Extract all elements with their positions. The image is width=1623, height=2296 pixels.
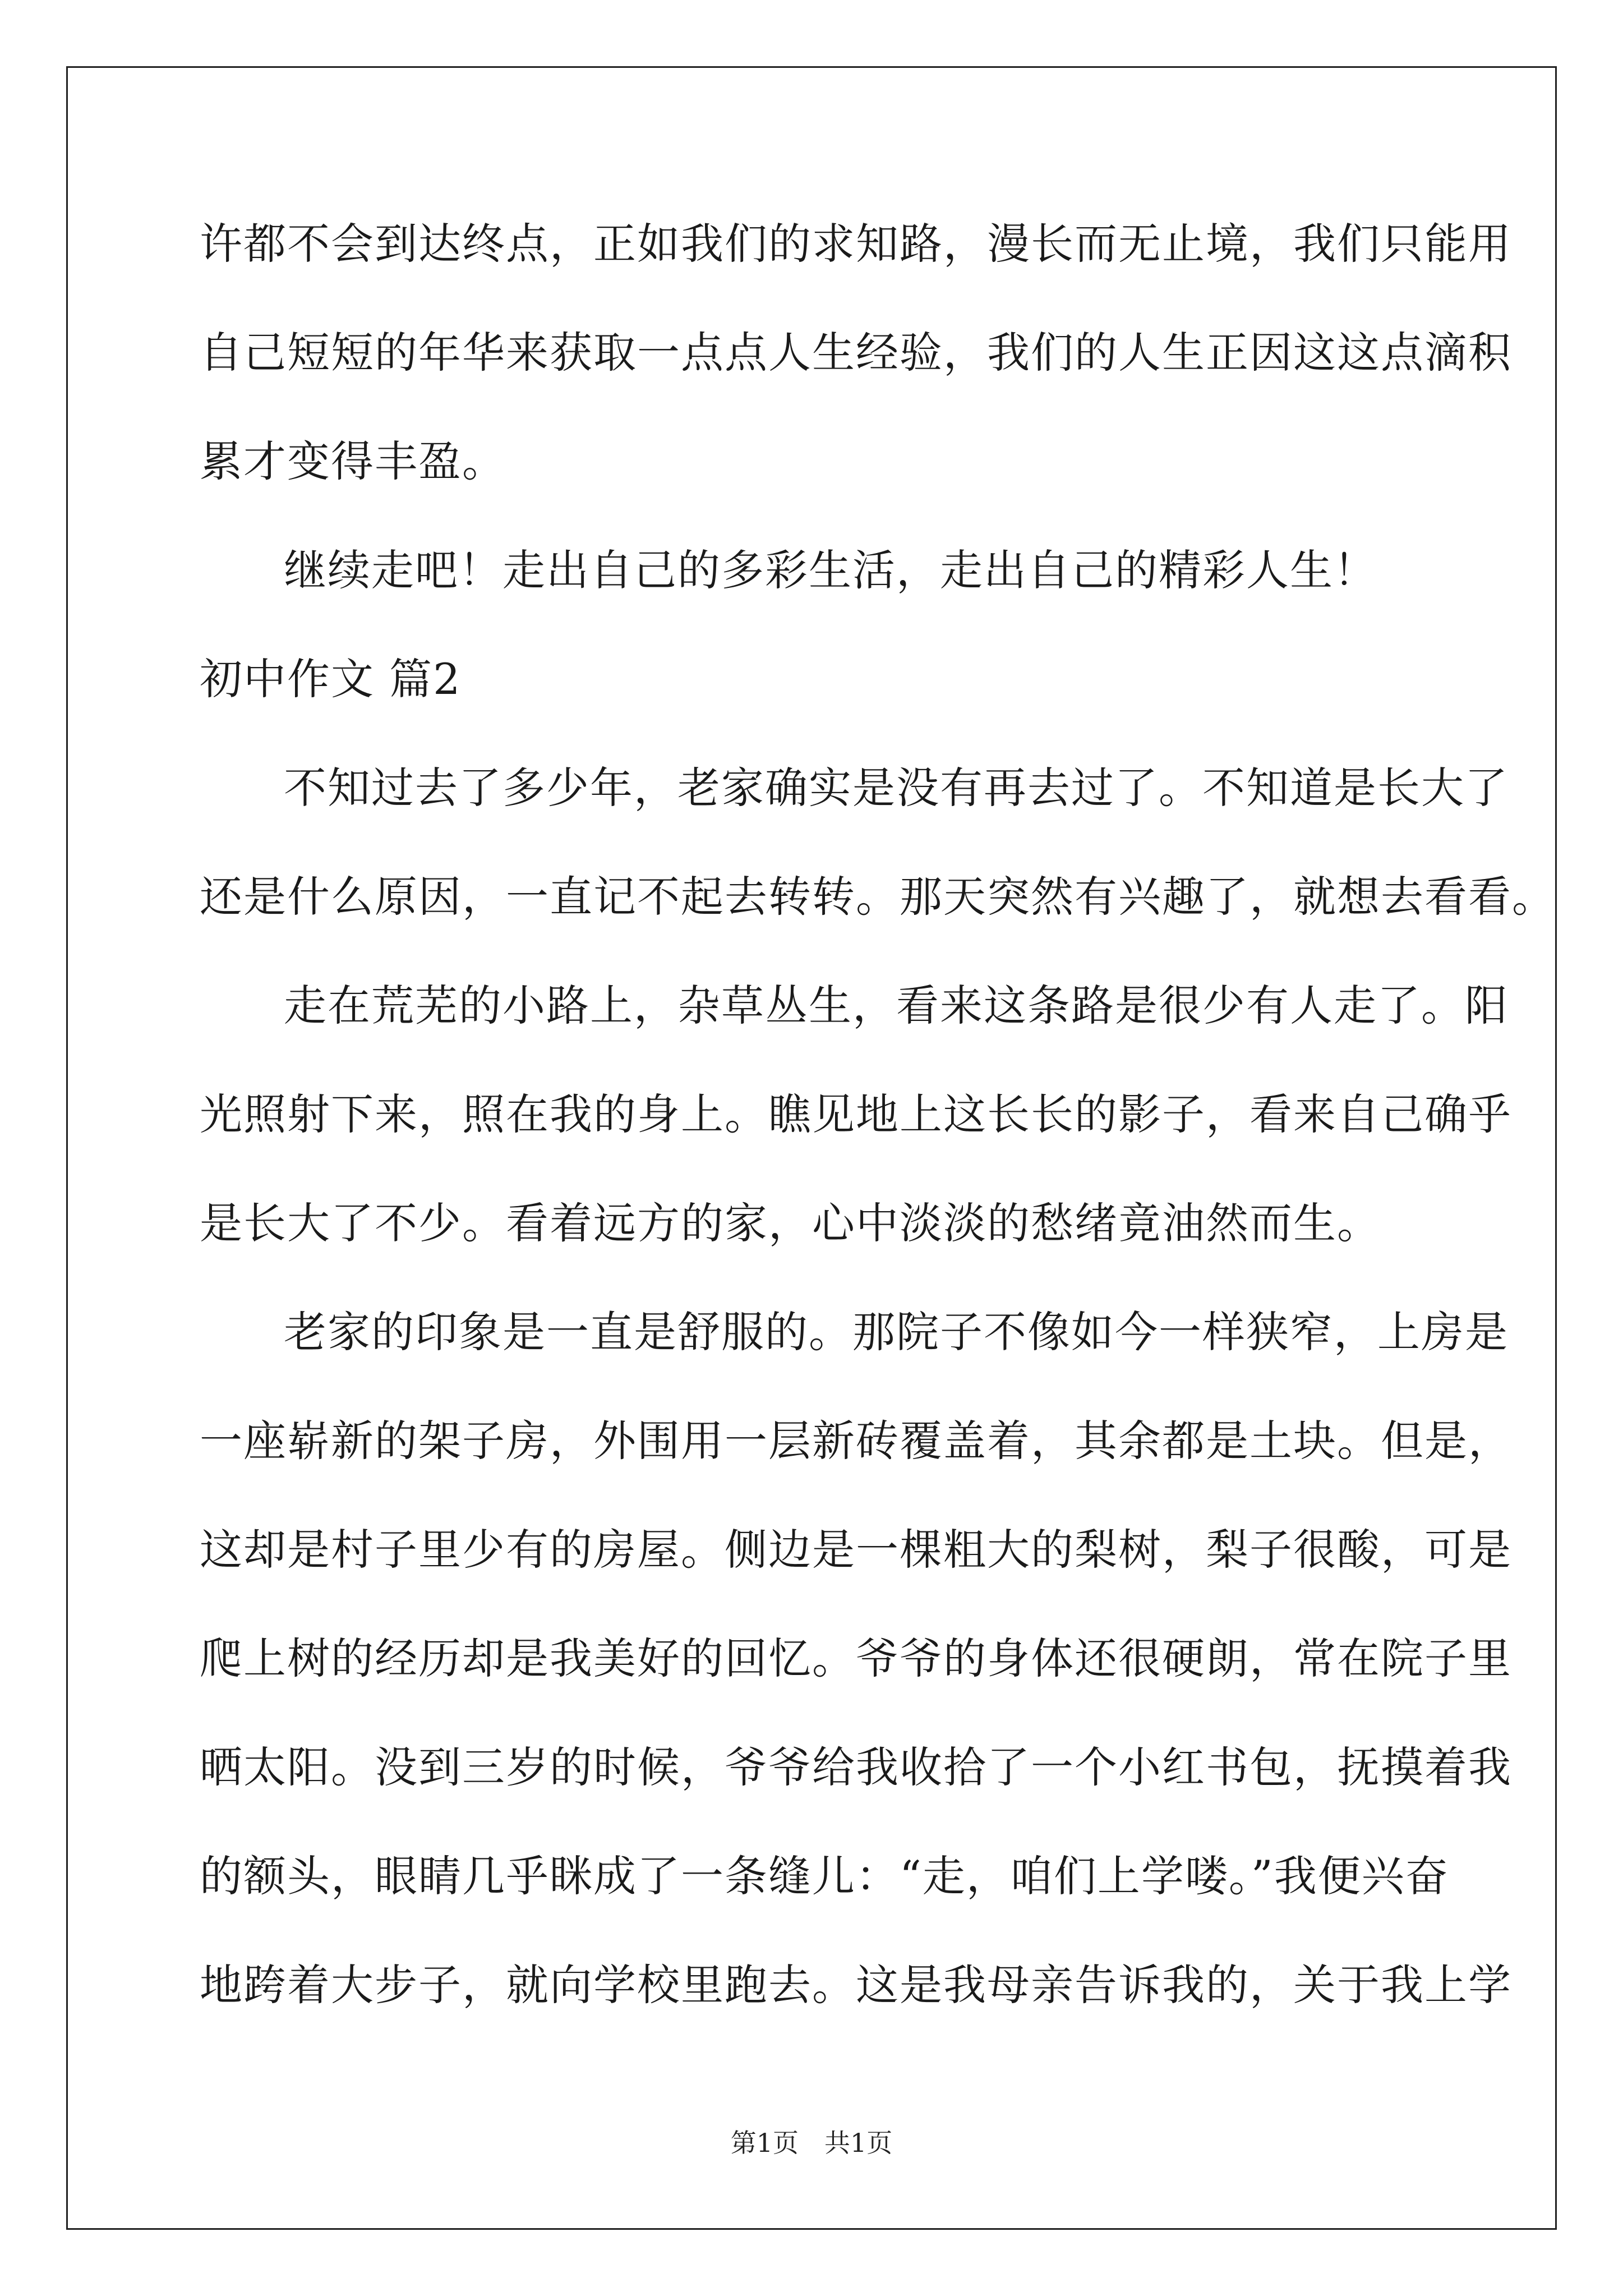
text-line: 累才变得丰盈。 [200, 436, 506, 486]
text-line: 是长大了不少。看着远方的家，心中淡淡的愁绪竟油然而生。 [200, 1198, 1381, 1248]
text-line: 自己短短的年华来获取一点点人生经验，我们的人生正因这这点滴积 [200, 328, 1512, 378]
text-line: 不知过去了多少年，老家确实是没有再去过了。不知道是长大了 [284, 763, 1509, 813]
text-line: 一座崭新的架子房，外围用一层新砖覆盖着，其余都是土块。但是， [200, 1416, 1512, 1466]
page-number: 第1页 [730, 2128, 799, 2158]
text-line: 的额头，眼睛几乎眯成了一条缝儿：“走，咱们上学喽。”我便兴奋 [200, 1851, 1449, 1901]
section-heading: 初中作文 篇2 [200, 654, 462, 704]
text-line: 许都不会到达终点，正如我们的求知路，漫长而无止境，我们只能用 [200, 219, 1512, 269]
text-line: 继续走吧！走出自己的多彩生活，走出自己的精彩人生！ [284, 545, 1377, 595]
text-line: 走在荒芜的小路上，杂草丛生，看来这条路是很少有人走了。阳 [284, 981, 1509, 1030]
text-line: 老家的印象是一直是舒服的。那院子不像如今一样狭窄，上房是 [284, 1307, 1509, 1357]
text-line: 地跨着大步子，就向学校里跑去。这是我母亲告诉我的，关于我上学 [200, 1960, 1512, 2010]
text-line: 光照射下来，照在我的身上。瞧见地上这长长的影子，看来自己确乎 [200, 1089, 1512, 1139]
text-line: 还是什么原因，一直记不起去转转。那天突然有兴趣了，就想去看看。 [200, 872, 1556, 922]
text-line: 这却是村子里少有的房屋。侧边是一棵粗大的梨树，梨子很酸，可是 [200, 1525, 1512, 1575]
page-total: 共1页 [824, 2128, 893, 2158]
text-line: 晒太阳。没到三岁的时候，爷爷给我收拾了一个小红书包，抚摸着我 [200, 1742, 1512, 1792]
text-line: 爬上树的经历却是我美好的回忆。爷爷的身体还很硬朗，常在院子里 [200, 1634, 1512, 1683]
page-footer [0, 2126, 1623, 2160]
